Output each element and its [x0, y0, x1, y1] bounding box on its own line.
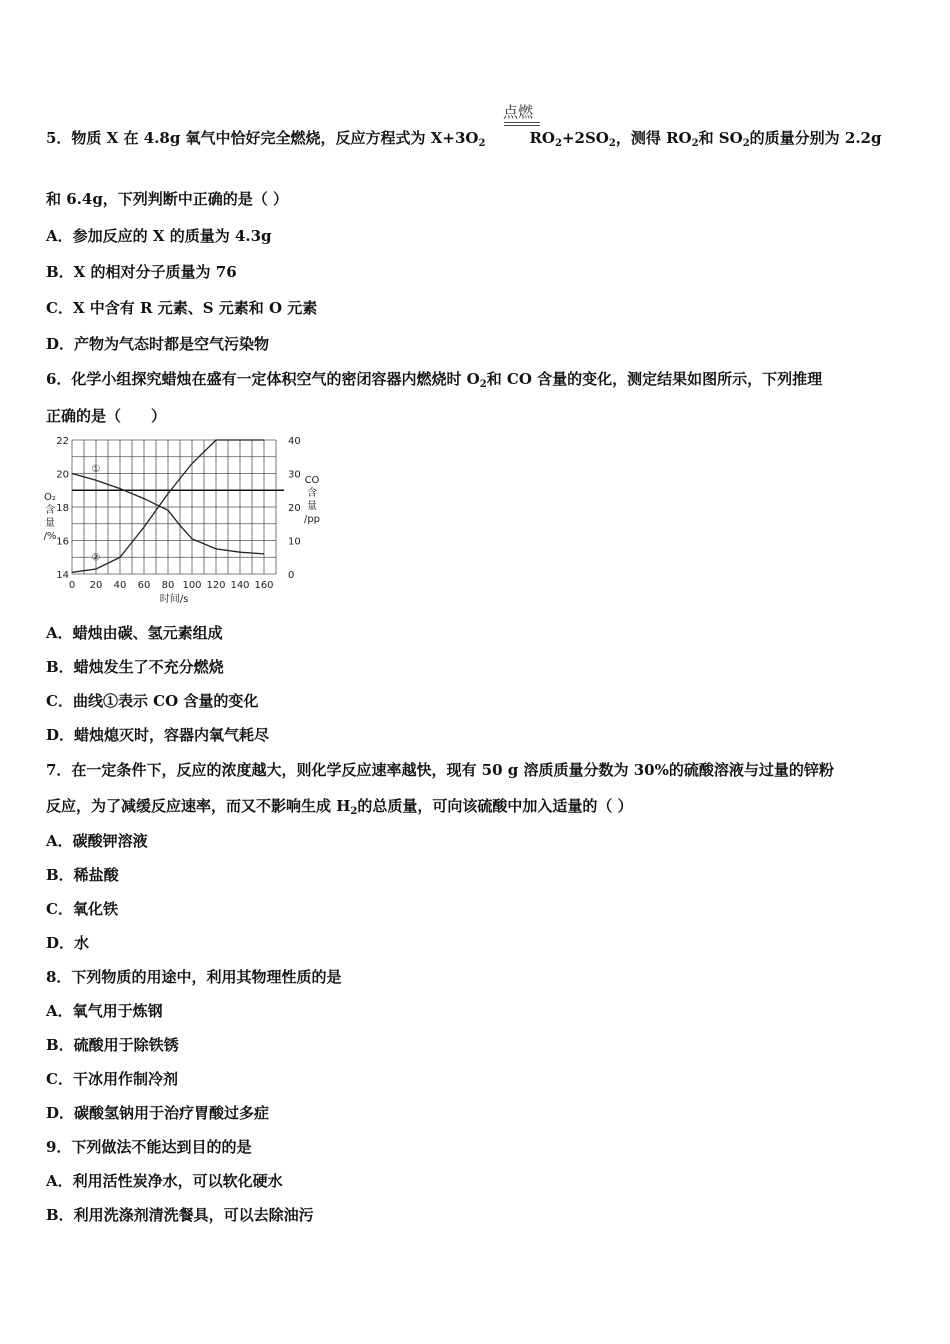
q6-option-d[interactable]: D．蜡烛熄灭时，容器内氧气耗尽	[46, 726, 270, 744]
q9-option-b[interactable]: B．利用洗涤剂清洗餐具，可以去除油污	[46, 1206, 314, 1224]
x-tick-label: 20	[89, 580, 103, 591]
y-left-axis-label: 量	[45, 518, 55, 529]
q5-stem-line2: 和 6.4g，下列判断中正确的是（ ）	[46, 190, 289, 208]
q8-option-c[interactable]: C．干冰用作制冷剂	[46, 1070, 178, 1088]
y-right-tick-label: 20	[288, 503, 301, 514]
reaction-condition: 点燃	[503, 103, 534, 121]
y-right-tick-label: 0	[288, 570, 295, 581]
q7-stem-line2: 反应，为了减缓反应速率，而又不影响生成 $H_2$的总质量，可向该硫酸中加入适量的（ ）	[46, 797, 633, 817]
x-tick-label: 120	[206, 580, 226, 591]
y-right-axis-label: CO	[304, 475, 320, 486]
y-left-tick-label: 20	[56, 469, 69, 481]
y-left-tick-label: 14	[56, 570, 69, 581]
x-tick-label: 160	[254, 580, 274, 591]
x-tick-label: 0	[68, 580, 76, 591]
q7-option-d[interactable]: D．水	[46, 934, 90, 952]
y-right-axis-label: 量	[307, 501, 317, 512]
o2-co-chart	[40, 434, 340, 614]
equation-bar-bottom	[504, 125, 540, 126]
y-right-axis-label: /pp	[303, 514, 321, 525]
equation-bar-top	[504, 122, 540, 123]
q5-option-d[interactable]: D．产物为气态时都是空气污染物	[46, 335, 270, 353]
q7-stem-line1: 7．在一定条件下，反应的浓度越大，则化学反应速率越快，现有 50 g 溶质质量分数为 30%的硫酸溶液与过量的锌粉	[46, 761, 834, 779]
q5-option-b[interactable]: B．X 的相对分子质量为 76	[46, 263, 237, 281]
q8-option-a[interactable]: A．氧气用于炼钢	[46, 1002, 163, 1020]
q6-option-b[interactable]: B．蜡烛发生了不充分燃烧	[46, 658, 224, 676]
y-right-tick-label: 30	[288, 469, 301, 481]
y-left-axis-label: O₂	[44, 492, 56, 503]
q5-option-c[interactable]: C．X 中含有 R 元素、S 元素和 O 元素	[46, 299, 318, 317]
x-tick-label: 140	[230, 580, 250, 591]
q5-stem-line1: 5．物质 X 在 4.8g 氧气中恰好完全燃烧，反应方程式为 $X+3O_2$ $RO_2+2SO_2$，测得 $RO_2$和 $SO_2$的质量分别为 2.2g	[46, 129, 882, 149]
q6-option-a[interactable]: A．蜡烛由碳、氢元素组成	[46, 624, 223, 642]
q7-option-b[interactable]: B．稀盐酸	[46, 866, 119, 884]
y-left-axis-label: 含	[45, 505, 55, 516]
x-axis-label: 时间/s	[159, 594, 189, 605]
chart-svg	[40, 434, 340, 614]
y-left-axis-label: /%	[43, 531, 57, 542]
y-left-tick-label: 22	[56, 436, 69, 447]
q8-stem: 8．下列物质的用途中，利用其物理性质的是	[46, 968, 342, 986]
x-tick-label: 40	[113, 580, 127, 591]
q9-option-a[interactable]: A．利用活性炭净水，可以软化硬水	[46, 1172, 283, 1190]
x-tick-label: 60	[137, 580, 151, 591]
q9-stem: 9．下列做法不能达到目的的是	[46, 1138, 252, 1156]
y-right-tick-label: 40	[288, 436, 301, 447]
curve-label-1: ①	[91, 463, 101, 475]
q8-option-d[interactable]: D．碳酸氢钠用于治疗胃酸过多症	[46, 1104, 270, 1122]
y-right-axis-label: 含	[307, 488, 317, 499]
x-tick-label: 80	[161, 580, 175, 591]
q6-option-c[interactable]: C．曲线①表示 CO 含量的变化	[46, 692, 259, 710]
q7-option-a[interactable]: A．碳酸钾溶液	[46, 832, 148, 850]
q6-stem-line2: 正确的是（ ）	[46, 407, 167, 425]
q8-option-b[interactable]: B．硫酸用于除铁锈	[46, 1036, 179, 1054]
x-tick-label: 100	[182, 580, 202, 591]
curve-label-2: ②	[91, 552, 101, 564]
q7-option-c[interactable]: C．氧化铁	[46, 900, 118, 918]
q6-stem-line1: 6．化学小组探究蜡烛在盛有一定体积空气的密闭容器内燃烧时 $O_2$和 CO 含量的变化，测定结果如图所示，下列推理	[46, 370, 823, 390]
q5-option-a[interactable]: A．参加反应的 X 的质量为 4.3g	[46, 227, 272, 245]
y-left-tick-label: 18	[56, 503, 69, 514]
chart-grid	[72, 440, 284, 574]
y-left-tick-label: 16	[56, 536, 69, 548]
y-right-tick-label: 10	[288, 536, 301, 548]
